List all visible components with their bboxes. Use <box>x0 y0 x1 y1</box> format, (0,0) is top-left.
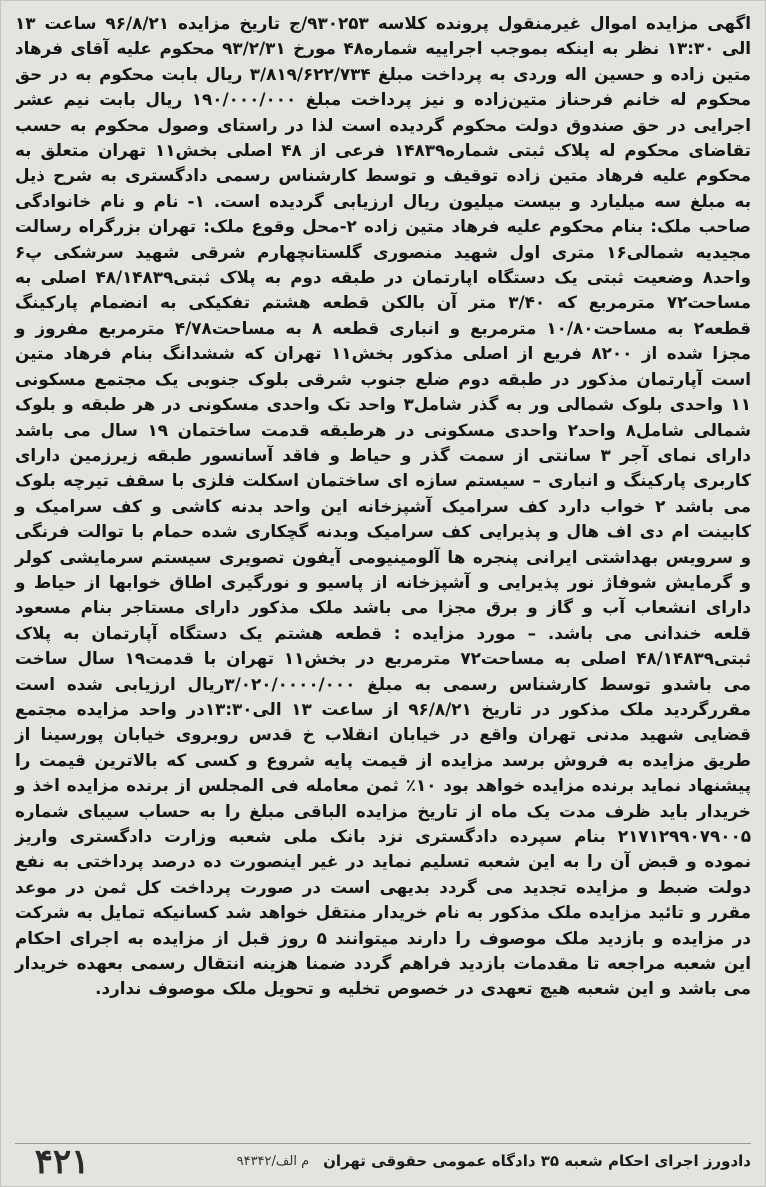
auction-notice <box>15 11 751 1002</box>
notice-body: اگهی مزایده اموال غیرمنقول پرونده کلاسه ۹۳۰۲۵۳/ج تاریخ مزایده ۹۶/۸/۲۱ ساعت ۱۳ الی ۱۳:۳۰ نظر به اینکه بموجب اجراییه شماره۴۸ مورخ ۹۳/۲/۳۱ محکوم علیه آقای فرهاد متین زاده و حسین اله وردی به پرداخت مبلغ ۳/۸۱۹/۶۲۲/۷۳۴ ریال بابت محکوم به در حق محکوم له خانم فرحناز متین‌زاده و نیز پرداخت مبلغ ۱۹۰/۰۰۰/۰۰۰ ریال بابت نیم عشر اجرایی در حق صندوق دولت محکوم گردیده است لذا در راستای وصول محکوم به حسب تقاضای محکوم له پلاک ثبتی شماره۱۴۸۳۹ فرعی از ۴۸ اصلی بخش۱۱ تهران متعلق به محکوم علیه فرهاد متین زاده توقیف و توسط کارشناس رسمی دادگستری به شرح ذیل به مبلغ سه میلیارد و بیست میلیون ریال ارزیابی گردیده است. ۱- نام و نام خانوادگی صاحب ملک: بنام محکوم علیه فرهاد متین زاده ۲-محل وقوع ملک: تهران بزرگراه رسالت مجیدیه شمالی۱۶ متری اول شهید منصوری گلستانچهارم شرقی شهید سرشکی پ۶ واحد۸ وضعیت ثبتی یک دستگاه اپارتمان در طبقه دوم به پلاک ثبتی۴۸/۱۴۸۳۹ اصلی به مساحت۷۲ مترمربع که ۳/۴۰ متر آن بالکن قطعه هشتم تفکیکی به انضمام پارکینگ قطعه۲ به مساحت۱۰/۸۰ مترمربع و انباری قطعه ۸ به مساحت۴/۷۸ مترمربع مفروز و مجزا شده از ۸۲۰۰ فریع از اصلی مذکور بخش۱۱ تهران که ششدانگ بنام فرهاد متین است آپارتمان مذکور در طبقه دوم ضلع جنوب شرقی بلوک جنوبی یک مجتمع مسکونی ۱۱ واحدی بلوک شمالی ور به گذر شامل۳ واحد تک واحدی مسکونی در هر طبقه و بلوک شمالی شامل۸ واحد۲ واحدی مسکونی در هرطبقه قدمت ساختمان ۱۹ سال می باشد دارای نمای آجر ۳ سانتی از سمت گذر و حیاط و فاقد آسانسور طبقه زیرزمین دارای کاربری پارکینگ و انباری – سیستم سازه ای ساختمان اسکلت فلزی با سقف تیرچه بلوک می باشد ۲ خواب دارد کف سرامیک آشپزخانه این واحد بدنه کاشی و کف سرامیک و کابینت ام دی اف هال و پذیرایی کف سرامیک وبدنه گچکاری شده حمام با توالت فرنگی و سرویس بهداشتی ایرانی پنجره ها آلومینیومی آیفون تصویری سیستم سرمایشی کولر و گرمایش شوفاژ نور پذیرایی و آشپزخانه از پاسیو و نورگیری اطاق خوابها از حیاط و دارای انشعاب آب و گاز و برق مجزا می باشد ملک مذکور دارای مستاجر بنام مسعود قلعه خندانی می باشد. – مورد مزایده : قطعه هشتم یک دستگاه آپارتمان به پلاک ثبتی۴۸/۱۴۸۳۹ اصلی به مساحت۷۲ مترمربع در بخش۱۱ تهران با قدمت۱۹ سال ساخت می باشدو توسط کارشناس رسمی به مبلغ ۳/۰۲۰/۰۰۰۰/۰۰۰ریال ارزیابی شده است مقررگردید ملک مذکور در تاریخ ۹۶/۸/۲۱ از ساعت ۱۳ الی۱۳:۳۰در واحد مزایده مجتمع قضایی شهید مدنی تهران واقع در خیابان انقلاب خ قدس روبروی خیابان پورسینا از طریق مزایده به فروش برسد مزایده از قیمت پایه شروع و کسی که بالاترین قیمت را پیشنهاد نماید برنده مزایده خواهد بود ۱۰٪ ثمن معامله فی المجلس از برنده مزایده اخذ و خریدار باید ظرف مدت یک ماه از تاریخ مزایده الباقی مبلغ را به حساب سیبای شماره ۲۱۷۱۲۹۹۰۷۹۰۰۵ بنام سپرده دادگستری نزد بانک ملی شعبه وزارت دادگستری واریز نموده و قبض آن را به این شعبه تسلیم نماید در غیر اینصورت ده درصد پرداختی به نفع دولت ضبط و مزایده تجدید می گردد بدیهی است در صورت پرداخت کل ثمن در موعد مقرر و تائید مزایده ملک مذکور به نام خریدار منتقل خواهد شد کسانیکه تمایل به شرکت در مزایده و بازدید ملک موصوف را دارند میتوانند ۵ روز قبل از مزایده به اجرای احکام این شعبه مراجعه تا مقدمات بازدید فراهم گردد ضمنا هزینه انتقال رسمی بعهده خریدار می باشد و این شعبه هیچ تعهدی در خصوص تخلیه و تحویل ملک موصوف ندارد. <box>15 13 752 999</box>
notice-footer <box>15 1143 751 1178</box>
handwritten-stamp: ۴۲۱ <box>34 1142 90 1182</box>
issuer-signature: دادورز اجرای احکام شعبه ۳۵ دادگاه عمومی حقوقی تهران <box>323 1152 751 1170</box>
reference-number: م الف/۹۴۳۴۲ <box>236 1153 310 1169</box>
